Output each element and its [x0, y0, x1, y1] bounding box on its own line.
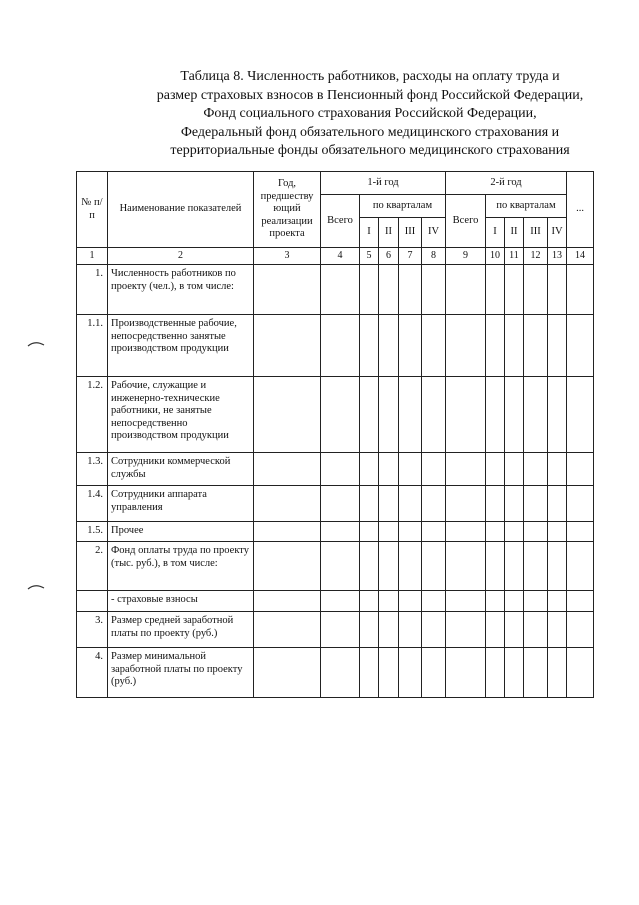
table-row	[77, 542, 594, 591]
empty-cell	[422, 315, 446, 377]
empty-cell	[524, 377, 548, 453]
empty-cell	[486, 453, 505, 486]
table-row	[77, 377, 594, 453]
table-row	[77, 486, 594, 522]
empty-cell	[360, 453, 379, 486]
empty-cell	[321, 265, 360, 315]
empty-cell	[486, 265, 505, 315]
empty-cell	[379, 648, 399, 698]
row-number	[77, 591, 108, 612]
empty-cell	[399, 542, 422, 591]
empty-cell	[446, 591, 486, 612]
column-number: 9	[446, 248, 486, 265]
header-quarter: II	[379, 218, 399, 248]
empty-cell	[379, 591, 399, 612]
row-number: 1.5.	[77, 522, 108, 542]
empty-cell	[321, 522, 360, 542]
column-number: 13	[548, 248, 567, 265]
empty-cell	[321, 486, 360, 522]
empty-cell	[505, 377, 524, 453]
empty-cell	[254, 648, 321, 698]
empty-cell	[399, 265, 422, 315]
empty-cell	[254, 453, 321, 486]
empty-cell	[505, 486, 524, 522]
empty-cell	[524, 591, 548, 612]
empty-cell	[524, 542, 548, 591]
empty-cell	[567, 453, 594, 486]
empty-cell	[379, 486, 399, 522]
column-number: 1	[77, 248, 108, 265]
empty-cell	[422, 648, 446, 698]
empty-cell	[422, 591, 446, 612]
table-row	[77, 453, 594, 486]
header-quarter: IV	[422, 218, 446, 248]
empty-cell	[446, 612, 486, 648]
title-line: размер страховых взносов в Пенсионный фонд Российской Федерации,	[156, 87, 584, 103]
empty-cell	[548, 486, 567, 522]
empty-cell	[399, 612, 422, 648]
empty-cell	[567, 522, 594, 542]
empty-cell	[254, 377, 321, 453]
title-line: территориальные фонды обязательного медицинского страхования	[170, 143, 570, 158]
empty-cell	[446, 542, 486, 591]
scan-mark	[27, 583, 45, 591]
empty-cell	[548, 453, 567, 486]
title-line: Фонд социального страхования Российской Федерации,	[203, 106, 537, 121]
row-indicator-name: Фонд оплаты труда по проекту (тыс. руб.), в том числе:	[108, 542, 254, 591]
empty-cell	[399, 453, 422, 486]
header-ellipsis: ...	[567, 172, 594, 248]
empty-cell	[360, 648, 379, 698]
header-by-quarters-y1: по кварталам	[360, 195, 446, 218]
empty-cell	[422, 486, 446, 522]
row-number: 4.	[77, 648, 108, 698]
empty-cell	[360, 522, 379, 542]
empty-cell	[379, 453, 399, 486]
empty-cell	[567, 612, 594, 648]
empty-cell	[399, 522, 422, 542]
row-number: 3.	[77, 612, 108, 648]
empty-cell	[422, 542, 446, 591]
empty-cell	[360, 377, 379, 453]
header-quarter: III	[399, 218, 422, 248]
scan-mark	[27, 340, 45, 348]
empty-cell	[399, 486, 422, 522]
header-year1: 1-й год	[321, 172, 446, 195]
empty-cell	[360, 315, 379, 377]
empty-cell	[505, 265, 524, 315]
empty-cell	[321, 612, 360, 648]
header-name: Наименование показателей	[108, 172, 254, 248]
empty-cell	[505, 648, 524, 698]
empty-cell	[254, 265, 321, 315]
table-row	[77, 315, 594, 377]
empty-cell	[567, 315, 594, 377]
row-indicator-name: Рабочие, служащие и инженерно-технические работники, не занятые непосредственно производством продукции	[108, 377, 254, 453]
empty-cell	[548, 591, 567, 612]
empty-cell	[379, 542, 399, 591]
row-number: 1.2.	[77, 377, 108, 453]
empty-cell	[379, 265, 399, 315]
empty-cell	[567, 377, 594, 453]
row-indicator-name: - страховые взносы	[108, 591, 254, 612]
empty-cell	[360, 591, 379, 612]
table-row	[77, 591, 594, 612]
header-year-prev: Год, предшеству ющий реализации проекта	[254, 172, 321, 248]
empty-cell	[254, 542, 321, 591]
empty-cell	[446, 522, 486, 542]
empty-cell	[254, 522, 321, 542]
row-indicator-name: Сотрудники коммерческой службы	[108, 453, 254, 486]
title-line: Федеральный фонд обязательного медицинского страхования и	[180, 124, 560, 140]
empty-cell	[360, 612, 379, 648]
row-number: 1.1.	[77, 315, 108, 377]
row-number: 1.3.	[77, 453, 108, 486]
empty-cell	[446, 377, 486, 453]
empty-cell	[379, 522, 399, 542]
empty-cell	[524, 265, 548, 315]
empty-cell	[360, 486, 379, 522]
table-row	[77, 648, 594, 698]
empty-cell	[524, 486, 548, 522]
empty-cell	[567, 591, 594, 612]
empty-cell	[486, 591, 505, 612]
empty-cell	[486, 648, 505, 698]
empty-cell	[379, 377, 399, 453]
empty-cell	[567, 486, 594, 522]
empty-cell	[422, 612, 446, 648]
column-number: 3	[254, 248, 321, 265]
empty-cell	[446, 486, 486, 522]
empty-cell	[486, 542, 505, 591]
empty-cell	[254, 591, 321, 612]
empty-cell	[422, 377, 446, 453]
header-num: № п/п	[77, 172, 108, 248]
empty-cell	[379, 315, 399, 377]
row-indicator-name: Размер минимальной заработной платы по проекту (руб.)	[108, 648, 254, 698]
column-number-row	[77, 248, 594, 265]
header-quarter: I	[360, 218, 379, 248]
empty-cell	[548, 648, 567, 698]
empty-cell	[505, 453, 524, 486]
empty-cell	[379, 612, 399, 648]
column-number: 10	[486, 248, 505, 265]
empty-cell	[254, 315, 321, 377]
table-row	[77, 265, 594, 315]
empty-cell	[548, 315, 567, 377]
row-indicator-name: Сотрудники аппарата управления	[108, 486, 254, 522]
row-indicator-name: Производственные рабочие, непосредственно занятые производством продукции	[108, 315, 254, 377]
empty-cell	[505, 542, 524, 591]
column-number: 7	[399, 248, 422, 265]
empty-cell	[548, 612, 567, 648]
header-quarter: III	[524, 218, 548, 248]
empty-cell	[360, 542, 379, 591]
column-number: 6	[379, 248, 399, 265]
header-total-y2: Всего	[446, 195, 486, 248]
empty-cell	[524, 648, 548, 698]
empty-cell	[321, 453, 360, 486]
empty-cell	[524, 315, 548, 377]
row-indicator-name: Размер средней заработной платы по проекту (руб.)	[108, 612, 254, 648]
empty-cell	[548, 377, 567, 453]
empty-cell	[422, 265, 446, 315]
empty-cell	[505, 315, 524, 377]
column-number: 11	[505, 248, 524, 265]
row-indicator-name: Численность работников по проекту (чел.), в том числе:	[108, 265, 254, 315]
column-number: 14	[567, 248, 594, 265]
column-number: 12	[524, 248, 548, 265]
header-quarter: II	[505, 218, 524, 248]
empty-cell	[486, 315, 505, 377]
table-row	[77, 522, 594, 542]
empty-cell	[446, 315, 486, 377]
empty-cell	[399, 377, 422, 453]
empty-cell	[446, 648, 486, 698]
empty-cell	[399, 315, 422, 377]
empty-cell	[486, 486, 505, 522]
empty-cell	[486, 612, 505, 648]
empty-cell	[567, 265, 594, 315]
empty-cell	[505, 522, 524, 542]
empty-cell	[548, 265, 567, 315]
empty-cell	[505, 612, 524, 648]
header-quarter: IV	[548, 218, 567, 248]
empty-cell	[505, 591, 524, 612]
empty-cell	[524, 522, 548, 542]
header-total-y1: Всего	[321, 195, 360, 248]
empty-cell	[321, 542, 360, 591]
empty-cell	[567, 648, 594, 698]
empty-cell	[422, 453, 446, 486]
empty-cell	[254, 486, 321, 522]
row-number: 2.	[77, 542, 108, 591]
empty-cell	[321, 591, 360, 612]
empty-cell	[486, 377, 505, 453]
empty-cell	[399, 648, 422, 698]
column-number: 2	[108, 248, 254, 265]
empty-cell	[399, 591, 422, 612]
column-number: 5	[360, 248, 379, 265]
empty-cell	[254, 612, 321, 648]
empty-cell	[446, 453, 486, 486]
empty-cell	[422, 522, 446, 542]
empty-cell	[360, 265, 379, 315]
empty-cell	[446, 265, 486, 315]
empty-cell	[321, 377, 360, 453]
column-number: 4	[321, 248, 360, 265]
table-row	[77, 612, 594, 648]
row-number: 1.	[77, 265, 108, 315]
title-line: Таблица 8. Численность работников, расходы на оплату труда и	[180, 69, 560, 84]
table-title	[100, 68, 639, 161]
column-number: 8	[422, 248, 446, 265]
empty-cell	[321, 315, 360, 377]
empty-cell	[321, 648, 360, 698]
header-by-quarters-y2: по кварталам	[486, 195, 567, 218]
empty-cell	[524, 453, 548, 486]
staff-costs-table	[76, 171, 594, 698]
row-indicator-name: Прочее	[108, 522, 254, 542]
empty-cell	[524, 612, 548, 648]
empty-cell	[548, 522, 567, 542]
empty-cell	[486, 522, 505, 542]
row-number: 1.4.	[77, 486, 108, 522]
empty-cell	[548, 542, 567, 591]
empty-cell	[567, 542, 594, 591]
header-quarter: I	[486, 218, 505, 248]
header-year2: 2-й год	[446, 172, 567, 195]
